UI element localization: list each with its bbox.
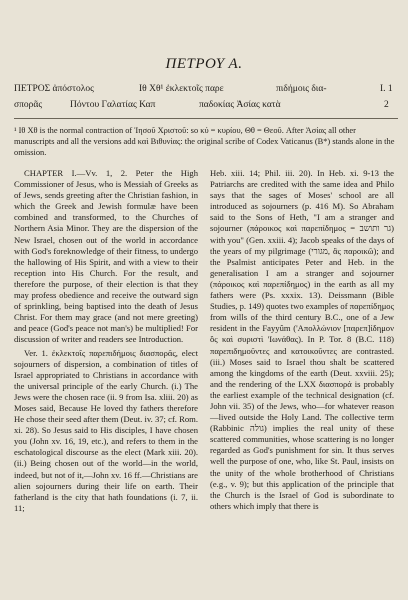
divider-rule	[14, 118, 398, 119]
commentary-paragraph: CHAPTER I.—Vv. 1, 2. Peter the High Commissioner of Jesus, who is Messiah of Greeks as of Jews, sends greeting after the Christian fashion, in which the Greek and Jewish formulæ have been combined and transformed, to the Churches of Northern Asia Minor. They are the dispersion of the New Israel, chosen out of the world in accordance with God's foreknowledge of their fitness, to undergo the hallowing of His Spirit, and with a view to their reception into His Church. For the result, and therefore the purpose, of their election is that they may profess obedience and receive the outward sign of sprinkling, being baptised into the death of Jesus Christ. For them may grace (and not mere greeting) and peace (God's peace not man's) be multiplied! For discussion of writer and readers see Introduction.	[14, 168, 198, 345]
commentary-paragraph: Heb. xiii. 14; Phil. iii. 20). In Heb. xi. 9-13 the Patriarchs are credited with the same idea and Philo says that the sages of Moses' school are all introduced as sojourners (p. 416 M). So Abraham said to the Sons of Heth, "I am a stranger and sojourner (πάροικος καὶ παρεπίδημος = גר ותושב) with you" (Gen. xxiii. 4); Jacob speaks of the days of the years of my pilgrimage (מגורי, ἃς παροικῶ); and the Psalmist anticipates Peter and Heb. in the generalisation I am a stranger and sojourner (πάροικος καὶ παρεπίδημος) in the earth as all my fathers were (Ps. xxxix. 13). Deissmann (Bible Studies, p. 149) quotes two examples of παρεπίδημος from wills of the third century B.C., one of a Jew resident in the Fayyûm ('Απολλώνιον [παρεπ]ίδημον ὃς καὶ συριστὶ 'Ιωνάθας). In P. Tor. 8 (B.C. 118) παρεπιδημοῦντες and κατοικοῦντες are contrasted. (iii.) Moses said to Israel thou shalt be scattered among the kingdoms of the earth (Deut. xxviii. 25); and the rendering of the LXX διασπορά is probably the earliest example of the technical designation (cf. John vii. 35) of the Jews, who—for whatever reason—lived outside the Holy Land. The collective term (Rabbinic גולה) implies the real unity of these scattered communities, whose scattering is no longer regarded as God's punishment for sin. It thus serves well the purpose of one, who, like St. Paul, insists on the unity of the whole brotherhood of Christians (e.g., v. 9); but this application of the principle that the Church is the Israel of God is subordinate to others which imply that there is	[210, 168, 394, 511]
page-title: ΠΕΤΡΟΥ Α.	[165, 56, 243, 72]
footnote-text: ¹ Ιθ Χθ is the normal contraction of Ἰησοῦ Χριστοῦ: so κύ = κυρίου, Θθ = Θεοῦ. After Ἀσίας all other manuscripts and all the versions add καὶ Βιθυνίας: the original scribe of Codex Vaticanus (B*) stands alone in the omission.	[14, 126, 395, 157]
verse-number: 2	[384, 100, 389, 110]
greek-text-segment: παδοκίας Ἀσίας κατὰ	[199, 100, 281, 110]
footnote	[14, 125, 398, 158]
greek-text-segment: ΠΕΤΡΟΣ ἀπόστολος	[14, 84, 94, 94]
greek-text-segment: πιδήμοις δια-	[276, 84, 327, 94]
left-column	[14, 168, 198, 516]
verse-number: I. 1	[380, 84, 393, 94]
greek-text-segment: Πόντου Γαλατίας Καπ	[70, 100, 156, 110]
greek-text-segment: Ιθ Χθ¹ ἐκλεκτοῖς παρε	[139, 84, 224, 94]
greek-text-segment: σπορᾶς	[14, 100, 43, 110]
greek-text-row-1	[14, 84, 398, 98]
right-column	[210, 168, 394, 514]
commentary-paragraph: Ver. 1. ἐκλεκτοῖς παρεπιδήμοις διασπορᾶς, elect sojourners of dispersion, a combination of titles of Israel appropriated to Christians in accordance with the universal principle of the early Church. (i.) The Jews were the chosen race (ii. 9 from Isa. xliii. 20) as Moses said, Because He loved thy fathers therefore He chose their seed after them (Deut. iv. 37; cf. Rom. xi. 28). So Jesus said to His disciples, I have chosen you (John xv. 16, 19, etc.), and refers to them in the eschatological discourse as the elect (Mark xiii. 20). (ii.) Being chosen out of the world—in the world, indeed, but not of it,—John xv. 16 ff.—Christians are alien sojourners during their life on earth. Their fatherland is the city that hath foundations (i. 7, ii. 11;	[14, 347, 198, 513]
greek-text-row-2	[14, 100, 398, 114]
